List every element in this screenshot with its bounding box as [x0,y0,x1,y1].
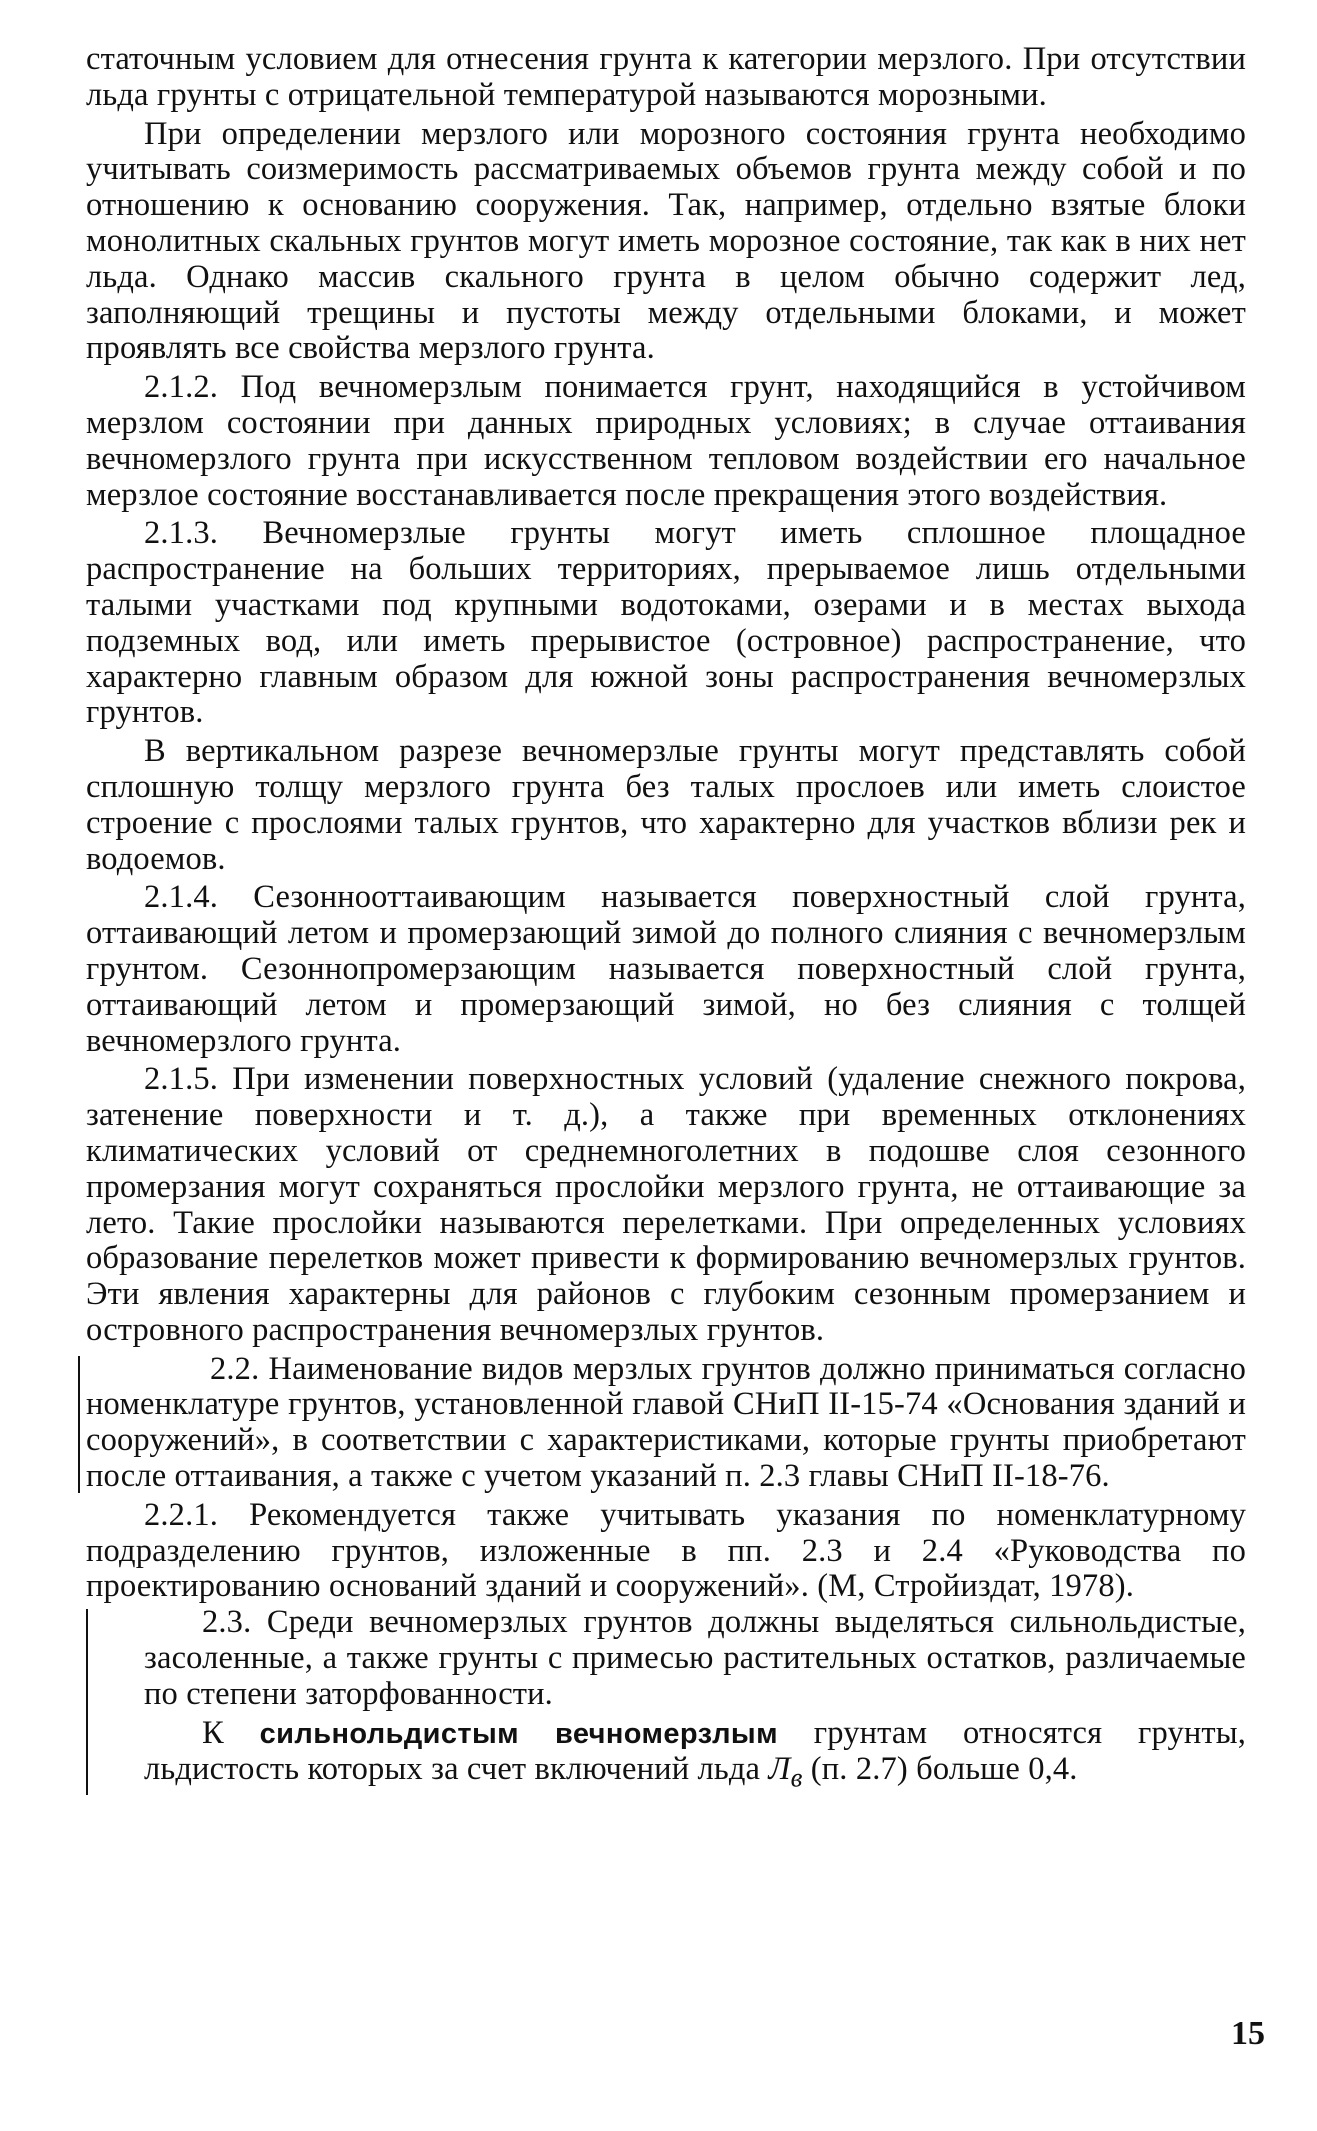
symbol-main: Л [768,1751,791,1788]
tail-text: (п. 2.7) больше 0,4. [810,1751,1078,1788]
symbol-subscript: в [790,1762,803,1793]
paragraph-2-2-1: 2.2.1. Рекомендуется также учитывать указания по номенклатурному подразделению грунтов, изложенные в пп. 2.3 и 2.4 «Руководства по проектированию оснований зданий и сооружений». (М, Стройиздат, 1978). [86,1496,1246,1605]
paragraph-vertical-section: В вертикальном разрезе вечномерзлые грунты могут представлять собой сплошную толщу мерзлого грунта без талых прослоев или иметь слоистое строение с прослоями талых грунтов, что характерно для участков вблизи рек и водоемов. [86,733,1246,877]
lead-word: К [202,1714,224,1751]
page-number: 15 [1231,2015,1265,2052]
paragraph-frozen-state: При определении мерзлого или морозного состояния грунта необходимо учитывать соизмеримость рассматриваемых объемов грунта между собой и по отношению к основанию сооружения. Так, например, отдельно взятые блоки монолитных скальных грунтов могут иметь морозное состояние, так как в них нет льда. Однако массив скального грунта в целом обычно содержит лед, заполняющий трещины и пустоты между отдельными блоками, и может проявлять все свойства мерзлого грунта. [86,115,1246,367]
paragraph-2-1-5: 2.1.5. При изменении поверхностных условий (удаление снежного покрова, затенение поверхности и т. д.), а также при временных отклонениях климатических условий от среднемноголетних в подошве слоя сезонного промерзания могут сохраняться прослойки мерзлого грунта, не оттаивающие за лето. Такие прослойки называются перелетками. При определенных условиях образование перелетков может привести к формированию вечномерзлых грунтов. Эти явления характерны для районов с глубоким сезонным промерзанием и островного распространения вечномерзлых грунтов. [86,1061,1246,1348]
document-page [86,42,1246,1797]
paragraph-2-3: 2.3. Среди вечномерзлых грунтов должны выделяться сильнольдистые, засоленные, а также грунты с примесью растительных остатков, различаемые по степени заторфованности. [144,1604,1246,1712]
paragraph-2-1-4: 2.1.4. Сезоннооттаивающим называется поверхностный слой грунта, оттаивающий летом и промерзающий зимой до полного слияния с вечномерзлым грунтом. Сезоннопромерзающим называется поверхностный слой грунта, оттаивающий летом и промерзающий зимой, но без слияния с толщей вечномерзлого грунта. [86,879,1246,1059]
paragraph-2-1-2: 2.1.2. Под вечномерзлым понимается грунт, находящийся в устойчивом мерзлом состоянии при данных природных условиях; в случае оттаивания вечномерзлого грунта при искусственном тепловом воздействии его начальное мерзлое состояние восстанавливается после прекращения этого воздействия. [86,369,1246,513]
paragraph-2-1-3: 2.1.3. Вечномерзлые грунты могут иметь сплошное площадное распространение на больших территориях, прерываемое лишь отдельными талыми участками под крупными водотоками, озерами и в местах выхода подземных вод, или иметь прерывистое (островное) распространение, что характерно главным образом для южной зоны распространения вечномерзлых грунтов. [86,515,1246,731]
middle-text: грунтам относятся грунты, льдистость которых за счет включений льда [144,1714,1247,1788]
paragraph-intro: статочным условием для отнесения грунта к категории мерзлого. При отсутствии льда грунты с отрицательной температурой называются морозными. [86,41,1246,113]
paragraph-ice-rich [144,1716,1246,1797]
paragraph-2-2: 2.2. Наименование видов мерзлых грунтов должно приниматься согласно номенклатуре грунтов, установленной главой СНиП II-15-74 «Основания зданий и сооружений», в соответствии с характеристиками, которые грунты приобретают после оттаивания, а также с учетом указаний п. 2.3 главы СНиП II-18-76. [86,1350,1246,1495]
ice-content-symbol [768,1751,803,1793]
marked-section-2-3 [86,1605,1246,1796]
term-ice-rich-permafrost: сильнольдистым вечномерзлым [259,1717,778,1750]
